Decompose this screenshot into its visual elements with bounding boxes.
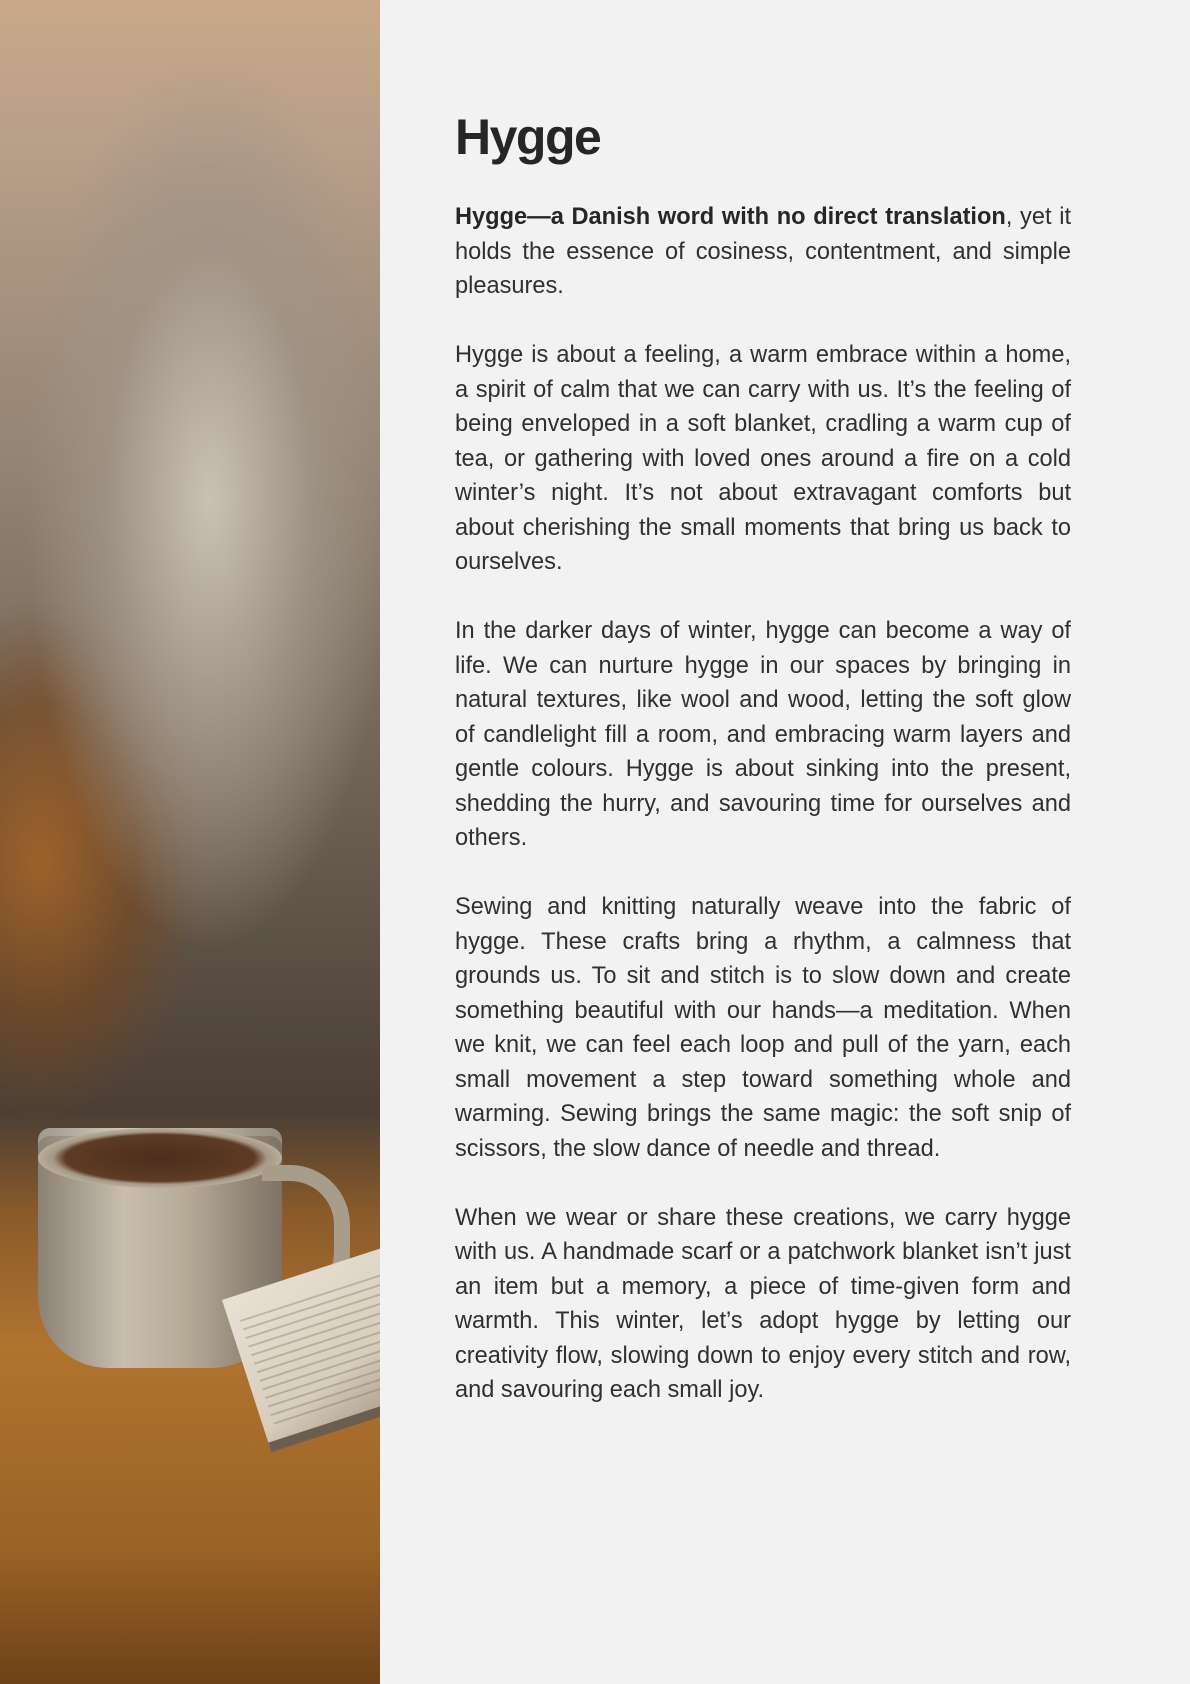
intro-bold-text: Hygge—a Danish word with no direct translation xyxy=(455,204,1006,230)
paragraph-winter: In the darker days of winter, hygge can become a way of life. We can nurture hygge in our spaces by bringing in natural textures, like wool and wood, letting the soft glow of candlelight fill a room, and embracing warm layers and gentle colours. Hygge is about sinking into the present, shedding the hurry, and savouring time for ourselves and others. xyxy=(455,618,1071,851)
paragraph-feeling: Hygge is about a feeling, a warm embrace within a home, a spirit of calm that we can carry with us. It’s the feeling of being enveloped in a soft blanket, cradling a warm cup of tea, or gathering with loved ones around a fire on a cold winter’s night. It’s not about extravagant comforts but about cherishing the small moments that bring us back to ourselves. xyxy=(455,342,1071,575)
paragraph-sharing: When we wear or share these creations, we carry hygge with us. A handmade scarf or a patchwork blanket isn’t just an item but a memory, a piece of time-given form and warmth. This winter, let’s adopt hygge by letting our creativity flow, slowing down to enjoy every stitch and row, and savouring each small joy. xyxy=(455,1204,1071,1403)
intro-paragraph xyxy=(455,200,1071,304)
paragraph-crafts: Sewing and knitting naturally weave into the fabric of hygge. These crafts bring a rhythm, a calmness that grounds us. To sit and stitch is to slow down and create something beautiful with our hands—a meditation. When we knit, we can feel each loop and pull of the yarn, each small movement a step toward something whole and warming. Sewing brings the same magic: the soft snip of scissors, the slow dance of needle and thread. xyxy=(455,894,1071,1162)
article xyxy=(455,108,1071,1442)
tea-surface xyxy=(38,1128,282,1188)
page-title: Hygge xyxy=(455,109,601,165)
intro-text: , yet it holds the essence of cosiness, contentment, and simple pleasures. xyxy=(455,204,1072,299)
cozy-photo-panel xyxy=(0,0,380,1684)
